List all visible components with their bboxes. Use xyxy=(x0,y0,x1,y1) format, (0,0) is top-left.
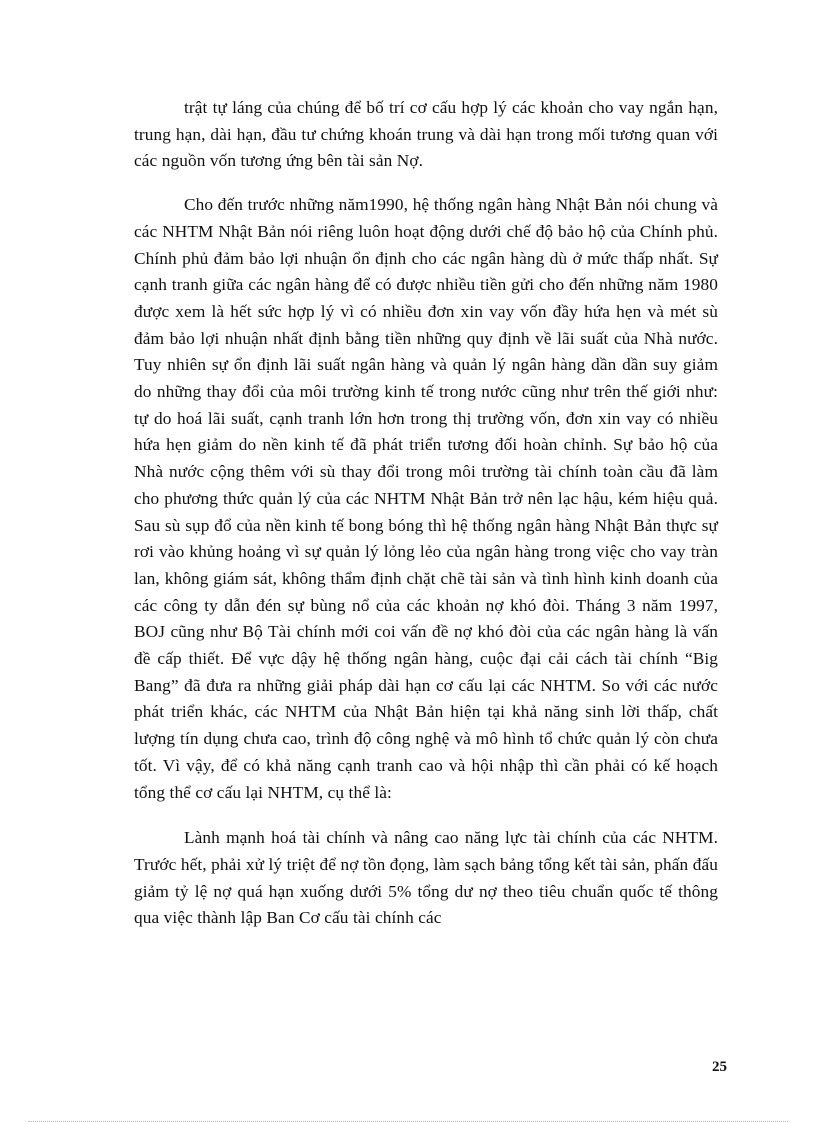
footer-divider xyxy=(28,1121,788,1122)
paragraph-1: trật tự láng của chúng để bố trí cơ cấu hợp lý các khoản cho vay ngắn hạn, trung hạn, dài hạn, đầu tư chứng khoán trung và dài hạn trong mối tương quan với các nguồn vốn tương ứng bên tài sản Nợ. xyxy=(134,98,718,171)
paragraph-2: Cho đến trước những năm1990, hệ thống ngân hàng Nhật Bản nói chung và các NHTM Nhật Bản nói riêng luôn hoạt động dưới chế độ bảo hộ của Chính phủ. Chính phủ đảm bảo lợi nhuận ổn định cho các ngân hàng dù ở mức thấp nhất. Sự cạnh tranh giữa các ngân hàng để có được nhiều tiền gửi cho đến những năm 1980 được xem là hết sức hợp lý vì có nhiều đơn xin vay vốn đầy hứa hẹn và mét sù đảm bảo lợi nhuận nhất định bằng tiền những quy định về lãi suất của Nhà nước. Tuy nhiên sự ổn định lãi suất ngân hàng và quản lý ngân hàng dần dần suy giảm do những thay đổi của môi trường kinh tế trong nước cũng như trên thế giới như: tự do hoá lãi suất, cạnh tranh lớn hơn trong thị trường vốn, đơn xin vay có nhiều hứa hẹn giảm do nền kinh tế đã phát triển tương đối hoàn chỉnh. Sự bảo hộ của Nhà nước cộng thêm với sù thay đổi trong môi trường tài chính toàn cầu đã làm cho phương thức quản lý của các NHTM Nhật Bản trở nên lạc hậu, kém hiệu quả. Sau sù sụp đổ của nền kinh tế bong bóng thì hệ thống ngân hàng Nhật Bản thực sự rơi vào khủng hoảng vì sự quản lý lỏng lẻo của ngân hàng trong việc cho vay tràn lan, không giám sát, không thẩm định chặt chẽ tài sản và tình hình kinh doanh của các công ty dẫn đén sự bùng nổ của các khoản nợ khó đòi. Tháng 3 năm 1997, BOJ cũng như Bộ Tài chính mới coi vấn đề nợ khó đòi của các ngân hàng là vấn đề cấp thiết. Để vực dậy hệ thống ngân hàng, cuộc đại cải cách tài chính “Big Bang” đã đưa ra những giải pháp dài hạn cơ cấu lại các NHTM. So với các nước phát triển khác, các NHTM của Nhật Bản hiện tại khả năng sinh lời thấp, chất lượng tín dụng chưa cao, trình độ công nghệ và mô hình tổ chức quản lý còn chưa tốt. Vì vậy, để có khả năng cạnh tranh cao và hội nhập thì cần phải có kế hoạch tổng thể cơ cấu lại NHTM, cụ thể là: xyxy=(134,195,718,802)
page-body xyxy=(134,95,718,932)
paragraph-3: Lành mạnh hoá tài chính và nâng cao năng lực tài chính của các NHTM. Trước hết, phải xử lý triệt để nợ tồn đọng, làm sạch bảng tổng kết tài sản, phấn đấu giảm tỷ lệ nợ quá hạn xuống dưới 5% tổng dư nợ theo tiêu chuẩn quốc tế thông qua việc thành lập Ban Cơ cấu tài chính các xyxy=(134,828,718,928)
page-number: 25 xyxy=(712,1059,727,1075)
